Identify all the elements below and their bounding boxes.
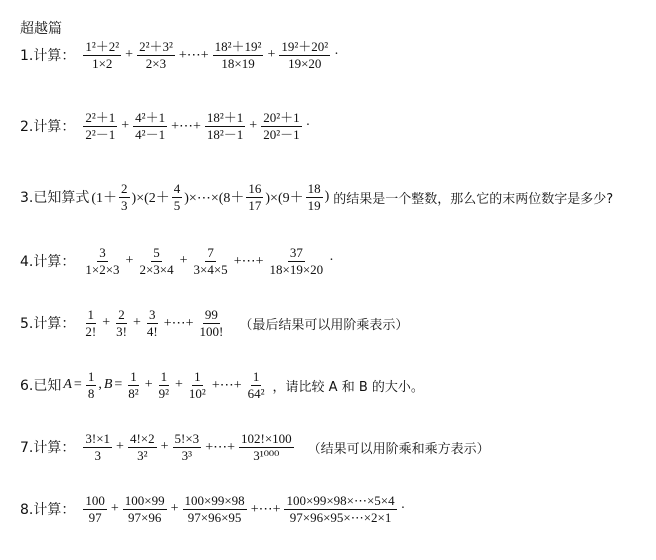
fraction: $\frac{\text{1²＋2²}}{1\times 2}$ bbox=[85, 39, 120, 71]
fraction: $\frac{1}{2!}$ bbox=[85, 307, 97, 339]
fraction: $\frac{100\times 99\times 98\times\cdots\times 5\times 4}{97\times 96\times 95\times\cdots\times 2\times 1}$ bbox=[286, 493, 395, 525]
problem-7: 7.计算： $\frac{3!\times 1}{3}$ + $\frac{4!\times 2}{\text{3²}}$ + $\frac{5!\times 3}{\text{3³}}$ +⋯+ $\frac{102!\times 100}{\text{3¹⁰⁰⁰}}$ （结果可以用阶乘和乘方表示） bbox=[20, 431, 490, 463]
fraction: $\frac{2}{3!}$ bbox=[116, 307, 127, 339]
problem-label: 6.已知 bbox=[20, 378, 62, 395]
note-text: （结果可以用阶乘和乘方表示） bbox=[307, 441, 490, 457]
fraction: $\frac{\text{20²＋1}}{\text{20²－1}}$ bbox=[263, 110, 300, 142]
fraction: $\frac{5}{2\times 3\times 4}$ bbox=[139, 245, 174, 277]
problem-label: 8.计算： bbox=[20, 502, 76, 519]
fraction: $\frac{5!\times 3}{\text{3³}}$ bbox=[174, 431, 200, 463]
fraction: $\frac{\text{4²＋1}}{\text{4²－1}}$ bbox=[135, 110, 166, 142]
problem-8: 8.计算： $\frac{100}{97}$ + $\frac{100\times 99}{97\times 96}$ + $\frac{100\times 99\times 98}{97\times 96\times 95}$ +⋯+ $\frac{100\times 99\times 98\times\cdots\times 5\times 4}{97\times 96\times 95\times\cdots\times 2\times 1}$ · bbox=[20, 493, 406, 525]
problem-label: 5.计算： bbox=[20, 316, 76, 333]
problem-label: 1.计算： bbox=[20, 48, 76, 65]
problem-3: 3.已知算式 (1＋ $\frac{2}{3}$ )×(2＋ $\frac{4}{5}$ )×⋯×(8＋ $\frac{16}{17}$ )×(9＋ $\frac{18}{19}$ ) 的结果是一个整数，那么它的末两位数字是多少? bbox=[20, 181, 614, 213]
problem-label: 7.计算： bbox=[20, 440, 76, 457]
fraction: $\frac{2}{3}$ bbox=[121, 181, 128, 213]
fraction: $\frac{99}{100!}$ bbox=[199, 307, 224, 339]
note-text: （最后结果可以用阶乘表示） bbox=[239, 317, 409, 333]
problem-label: 4.计算： bbox=[20, 254, 76, 271]
problem-label: 2.计算： bbox=[20, 119, 76, 136]
fraction: $\frac{1}{8}$ bbox=[87, 369, 95, 401]
fraction: $\frac{100}{97}$ bbox=[85, 493, 105, 525]
fraction: $\frac{100\times 99}{97\times 96}$ bbox=[124, 493, 165, 525]
fraction: $\frac{1}{\text{8²}}$ bbox=[128, 369, 139, 401]
problem-label: 3.已知算式 bbox=[20, 190, 90, 207]
problem-5: 5.计算： $\frac{1}{2!}$ + $\frac{2}{3!}$ + $\frac{3}{4!}$ +⋯+ $\frac{99}{100!}$ （最后结果可以用阶乘表示） bbox=[20, 307, 409, 339]
fraction: $\frac{1}{\text{9²}}$ bbox=[158, 369, 170, 401]
question-text: 的结果是一个整数，那么它的末两位数字是多少? bbox=[333, 191, 614, 207]
fraction: $\frac{\text{2²＋3²}}{2\times 3}$ bbox=[139, 39, 173, 71]
fraction: $\frac{4!\times 2}{\text{3²}}$ bbox=[129, 431, 155, 463]
fraction: $\frac{3}{4!}$ bbox=[146, 307, 158, 339]
fraction: $\frac{1}{\text{64²}}$ bbox=[247, 369, 265, 401]
question-text: ，请比较 A 和 B 的大小。 bbox=[272, 379, 424, 395]
problem-2: 2.计算： $\frac{\text{2²＋1}}{\text{2²－1}}$ + $\frac{\text{4²＋1}}{\text{4²－1}}$ +⋯+ $\frac{\text{18²＋1}}{\text{18²－1}}$ + $\frac{\text{20²＋1}}{\text{20²－1}}$ · bbox=[20, 110, 311, 142]
problem-1: 1.计算： $\frac{\text{1²＋2²}}{1\times 2}$ + $\frac{\text{2²＋3²}}{2\times 3}$ +⋯+ $\frac{\text{18²＋19²}}{18\times 19}$ + $\frac{\text{19²＋20²}}{19\times 20}$ · bbox=[20, 39, 339, 71]
fraction: $\frac{7}{3\times 4\times 5}$ bbox=[193, 245, 228, 277]
fraction: $\frac{1}{\text{10²}}$ bbox=[188, 369, 206, 401]
section-heading: 超越篇 bbox=[20, 21, 62, 37]
fraction: $\frac{4}{5}$ bbox=[173, 181, 181, 213]
fraction: $\frac{\text{18²＋19²}}{18\times 19}$ bbox=[214, 39, 262, 71]
problem-4: 4.计算： $\frac{3}{1\times 2\times 3}$ + $\frac{5}{2\times 3\times 4}$ + $\frac{7}{3\times 4\times 5}$ +⋯+ $\frac{37}{18\times 19\times 20}$ · bbox=[20, 245, 334, 277]
fraction: $\frac{\text{19²＋20²}}{19\times 20}$ bbox=[281, 39, 329, 71]
fraction: $\frac{16}{17}$ bbox=[248, 181, 262, 213]
fraction: $\frac{37}{18\times 19\times 20}$ bbox=[269, 245, 324, 277]
fraction: $\frac{3}{1\times 2\times 3}$ bbox=[85, 245, 120, 277]
problem-6: 6.已知 A = $\frac{1}{8}$ , B = $\frac{1}{\text{8²}}$ + $\frac{1}{\text{9²}}$ + $\frac{1}{\text{10²}}$ +⋯+ $\frac{1}{\text{64²}}$ ，请比较 A 和 B 的大小。 bbox=[20, 369, 424, 401]
fraction: $\frac{\text{2²＋1}}{\text{2²－1}}$ bbox=[85, 110, 116, 142]
fraction: $\frac{18}{19}$ bbox=[307, 181, 321, 213]
fraction: $\frac{3!\times 1}{3}$ bbox=[85, 431, 111, 463]
fraction: $\frac{100\times 99\times 98}{97\times 96\times 95}$ bbox=[184, 493, 245, 525]
fraction: $\frac{102!\times 100}{\text{3¹⁰⁰⁰}}$ bbox=[240, 431, 292, 463]
fraction: $\frac{\text{18²＋1}}{\text{18²－1}}$ bbox=[206, 110, 244, 142]
